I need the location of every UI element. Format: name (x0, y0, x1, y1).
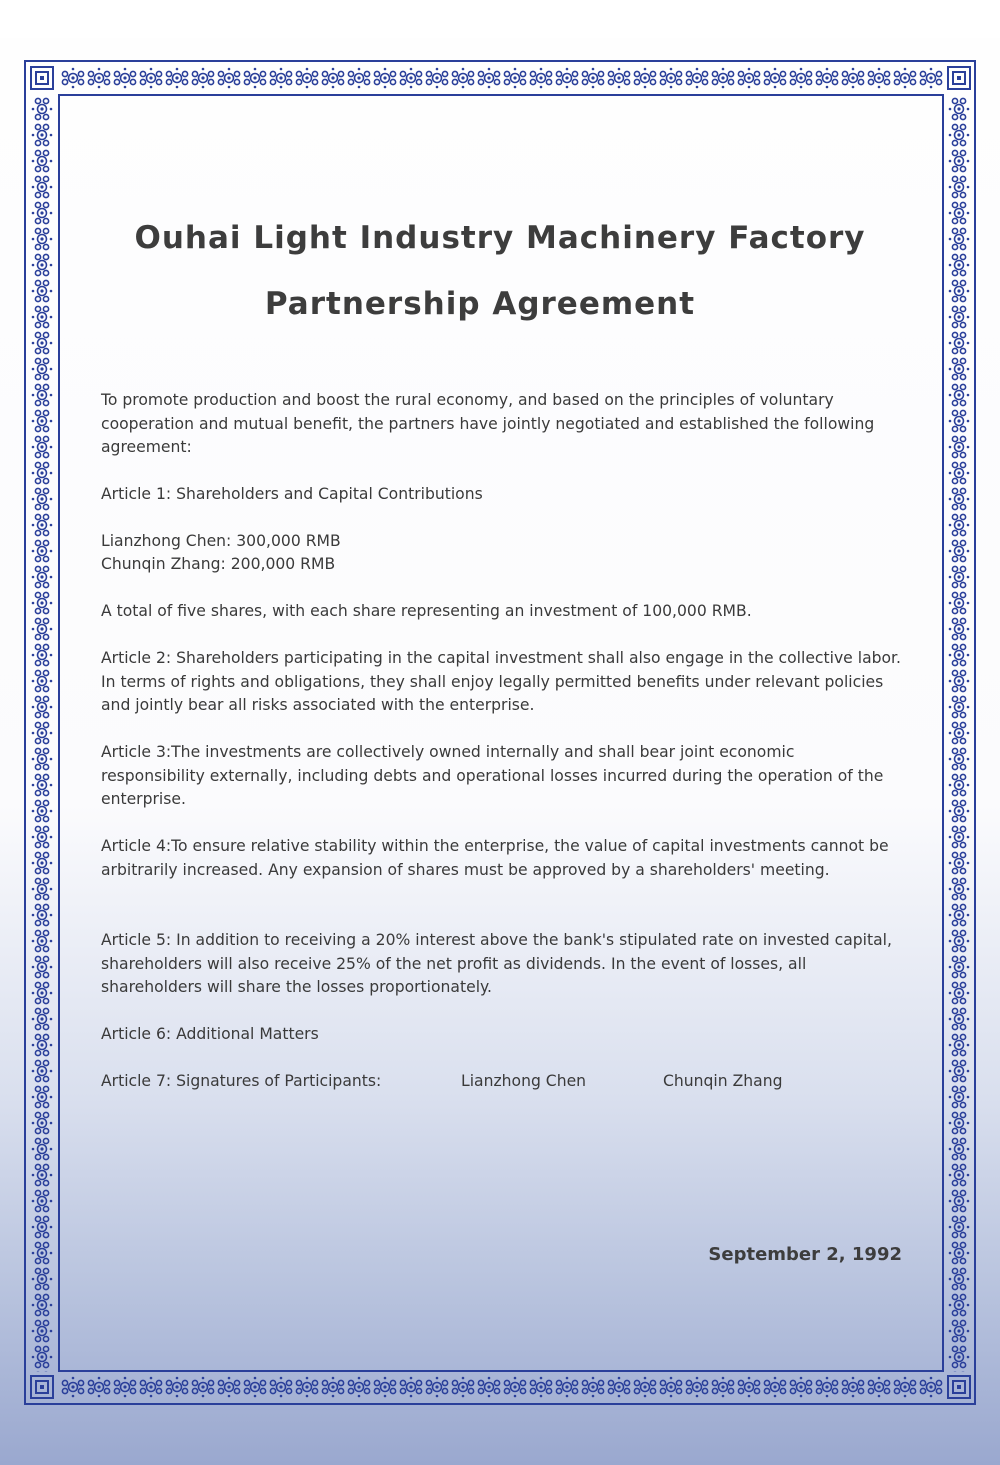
article4-paragraph: Article 4:To ensure relative stability within the enterprise, the value of capital investments cannot be arbitrarily increased. Any expansion of shares must be approved by a shareholders' meeting. (101, 837, 889, 879)
certificate-border (24, 60, 976, 1405)
article7-label: Article 7: Signatures of Participants: (101, 1072, 382, 1090)
signatory-chen: Lianzhong Chen (461, 1072, 587, 1090)
shareholder-zhang: Chunqin Zhang: 200,000 RMB (101, 555, 336, 573)
article2-paragraph: Article 2: Shareholders participating in the capital investment shall also engage in the collective labor. In terms of rights and obligations, they shall enjoy legally permitted benefits under relevant policies and jointly bear all risks associated with the enterprise. (101, 649, 901, 714)
corner-ornament-top-left (29, 65, 55, 91)
ornamental-border-top (60, 65, 944, 91)
agreement-date: September 2, 1992 (708, 1244, 902, 1265)
ornamental-border-bottom (60, 1374, 944, 1400)
article5-paragraph: Article 5: In addition to receiving a 20% interest above the bank's stipulated rate on invested capital, shareholders will also receive 25% of the net profit as dividends. In the event of losses, all shareholders will share the losses proportionately. (101, 931, 892, 996)
signatory-zhang: Chunqin Zhang (663, 1072, 783, 1090)
article1-heading: Article 1: Shareholders and Capital Contributions (101, 485, 483, 503)
document-title: Ouhai Light Industry Machinery Factory (134, 220, 866, 256)
article6-heading: Article 6: Additional Matters (101, 1025, 319, 1043)
corner-ornament-bottom-left (29, 1374, 55, 1400)
top-white-strip (0, 0, 1000, 38)
shareholder-chen: Lianzhong Chen: 300,000 RMB (101, 532, 341, 550)
document-subtitle: Partnership Agreement (264, 286, 696, 322)
intro-paragraph: To promote production and boost the rural economy, and based on the principles of voluntary cooperation and mutual benefit, the partners have jointly negotiated and established the following agreement: (101, 391, 875, 456)
shares-note: A total of five shares, with each share representing an investment of 100,000 RMB. (101, 602, 752, 620)
article3-paragraph: Article 3:The investments are collectively owned internally and shall bear joint economic responsibility externally, including debts and operational losses incurred during the operation of the enterprise. (101, 743, 884, 808)
corner-ornament-top-right (946, 65, 972, 91)
corner-ornament-bottom-right (946, 1374, 972, 1400)
